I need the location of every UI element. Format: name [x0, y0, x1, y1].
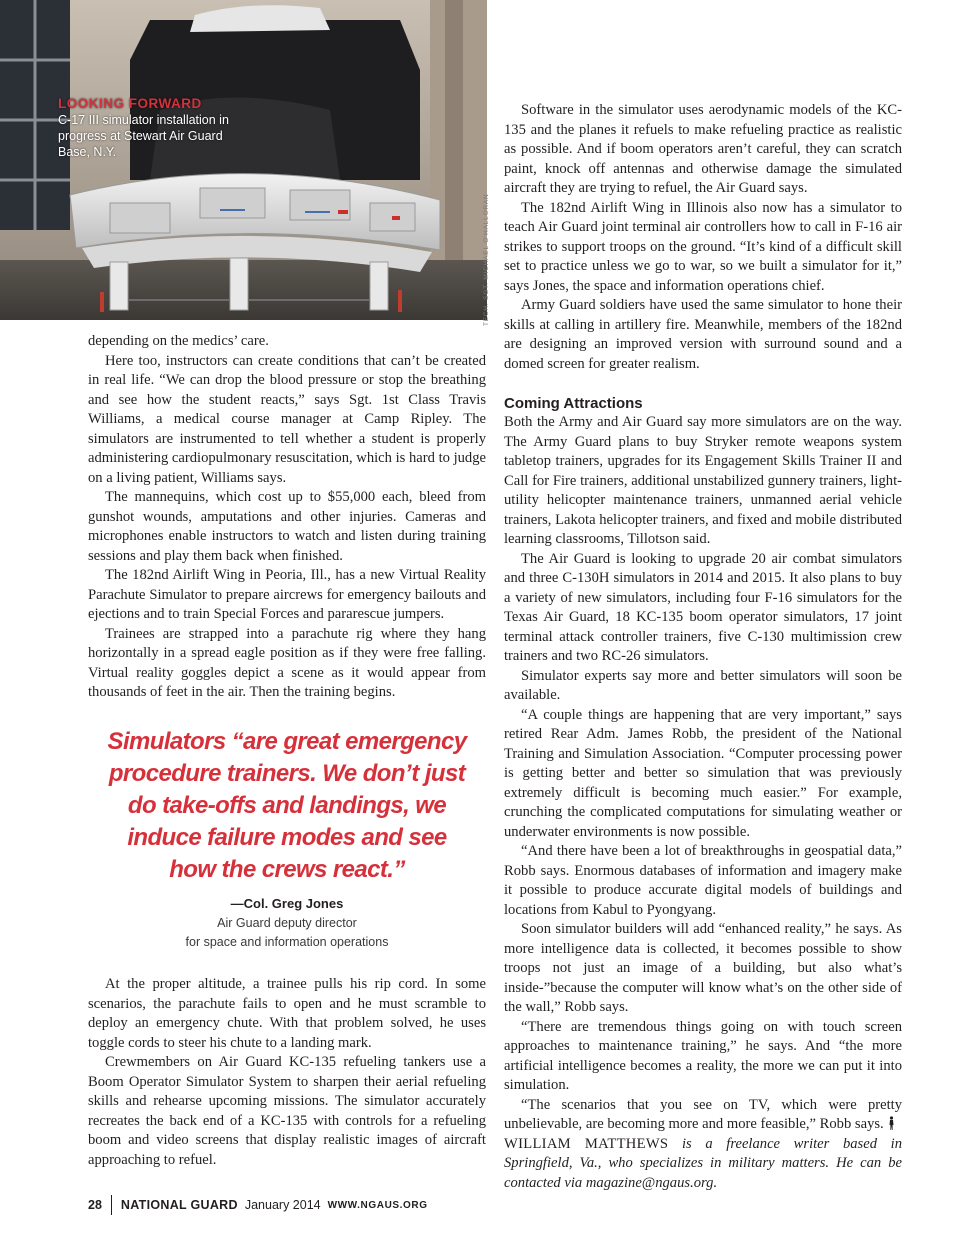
- pull-quote-role-line1: Air Guard deputy director: [217, 916, 357, 930]
- left-column-bottom: [88, 975, 486, 1170]
- paragraph: The 182nd Airlift Wing in Peoria, Ill., has a new Virtual Reality Parachute Simulator to prepare aircrews for emergency bailouts and ejections and to train Special Forces and pararescue jumpers.: [88, 567, 486, 622]
- pull-quote-role: [88, 914, 486, 952]
- pull-quote-attribution: —Col. Greg Jones: [230, 896, 344, 911]
- page-footer: [88, 1195, 428, 1215]
- author-bio-text: is a freelance writer based in Springfield, Va., who specializes in military matters. He can be contacted via magazine@ngaus.org.: [504, 1135, 902, 1191]
- pull-quote-text: Simulators “are great emergency procedure trainers. We don’t just do take-offs and landings, we induce failure modes and see how the crews react.”: [107, 728, 467, 883]
- paragraph: Here too, instructors can create conditions that can’t be created in real life. “We can drop the blood pressure or stop the breathing and see how the student reacts,” says Sgt. 1st Class Travis Williams, a medical course manager at Camp Ripley. The simulators are instrumented to tell whether a student is properly administering cardiopulmonary resuscitation, which is hard to judge on a living patient, Williams says.: [88, 352, 486, 486]
- paragraph: The Air Guard is looking to upgrade 20 air combat simulators and three C-130H simulators in 2014 and 2015. It also plans to buy a variety of new simulators, including four F-16 simulators for the Texas Air Guard, 18 KC-135 boom operator simulators, 17 joint terminal attack controller trainers, five C-130 multimission crew trainers and two RC-26 simulators.: [504, 550, 902, 664]
- simulator-illustration: [0, 0, 487, 320]
- paragraph: “There are tremendous things going on with touch screen approaches to maintenance training,” he says. And “the more artificial intelligence becomes a reality, the more we can put it into simulation.: [504, 1018, 902, 1093]
- paragraph: depending on the medics’ care.: [88, 333, 269, 349]
- paragraph: At the proper altitude, a trainee pulls his rip cord. In some scenarios, the parachute fails to open and he must scramble to deploy an emergency chute. With that problem solved, he uses toggle cords to steer his chute to a landing mark.: [88, 976, 486, 1051]
- paragraph: Simulator experts say more and better simulators will soon be available.: [504, 667, 902, 703]
- pull-quote: [88, 726, 486, 952]
- paragraph: Both the Army and Air Guard say more simulators are on the way. The Army Guard plans to buy Stryker remote weapons system tabletop trainers, upgrades for its Engagement Skills Trainer II and Call for Fire trainers, additional unstabilized gunnery trainers, light-utility helicopter maintenance trainers, unmanned aerial vehicle trainers, Lakota helicopter trainers, and fixed and mobile distributed learning classrooms, Tillotson said.: [504, 414, 902, 547]
- paragraph: “And there have been a lot of breakthroughs in geospatial data,” Robb says. Enormous databases of information and imagery make it possible to produce accurate digital models of buildings and locations from Kabul to Pyongyang.: [504, 843, 902, 918]
- simulator-photo: [0, 0, 487, 320]
- photo-credit: TECH. SGT. MICHAEL O'HALLORAN: [483, 193, 490, 326]
- author-name: WILLIAM MATTHEWS: [504, 1135, 669, 1152]
- paragraph-last-text: “The scenarios that you see on TV, which were pretty unbelievable, are becoming more and more feasible,” Robb says.: [504, 1096, 902, 1132]
- left-column-top: [88, 332, 486, 703]
- website-link[interactable]: WWW.NGAUS.ORG: [327, 1199, 428, 1211]
- paragraph: The 182nd Airlift Wing in Illinois also now has a simulator to teach Air Guard joint terminal air controllers how to call in F-16 air strikes to support troops on the ground. “It’s kind of a difficult skill set to practice unless we go to war, so we built a simulator for it,” says Jones, the space and information operations chief.: [504, 199, 902, 294]
- caption-text: C-17 III simulator installation in progress at Stewart Air Guard Base, N.Y.: [58, 113, 229, 159]
- page-number: 28: [88, 1198, 102, 1212]
- magazine-title: NATIONAL GUARD: [120, 1198, 238, 1212]
- photo-caption: [58, 96, 248, 160]
- issue-date: January 2014: [244, 1198, 321, 1212]
- paragraph: Trainees are strapped into a parachute rig where they hang horizontally in a spread eagle position as if they were free falling. Virtual reality goggles depict a scene as it would appear from thousands of feet in the air. Then the training begins.: [88, 625, 486, 700]
- paragraph: Software in the simulator uses aerodynamic models of the KC-135 and the planes it refuels to make refueling practice as realistic as possible. And if boom operators aren’t careful, they can scratch paint, knock off antennas and otherwise damage the simulated aircraft they are trying to refuel, the Air Guard says.: [504, 102, 902, 196]
- caption-kicker: LOOKING FORWARD: [58, 96, 202, 111]
- author-bio: [504, 1135, 902, 1194]
- right-column: [504, 101, 902, 1193]
- section-subhead: Coming Attractions: [504, 395, 643, 412]
- paragraph: Soon simulator builders will add “enhanced reality,” he says. As more intelligence data is collected, it becomes possible to show troops not just an image of a building, but also what’s inside-”because the computer will know what’s on the other side of the wall,” Robb says.: [504, 921, 902, 1015]
- paragraph-last: [504, 1096, 902, 1135]
- paragraph: “A couple things are happening that are very important,” says retired Rear Adm. James Robb, the president of the National Training and Simulation Association. “Computer processing power is getting better and better so simulation that was previously extremely difficult is becoming much easier.” For example, crunching the complicated computations for simulating weather or underwater environments is now possible.: [504, 706, 902, 840]
- paragraph: The mannequins, which cost up to $55,000 each, bleed from gunshot wounds, amputations and other injuries. Cameras and microphones enable instructors to watch and listen during training sessions and play them back when finished.: [88, 489, 486, 564]
- paragraph: Crewmembers on Air Guard KC-135 refueling tankers use a Boom Operator Simulator System to sharpen their aerial refueling skills and rehearse upcoming missions. The simulator accurately recreates the back end of a KC-135 with controls for a refueling boom and video screens that display realistic images of aircraft approaching to refuel.: [88, 1054, 486, 1168]
- soldier-endmark-icon: [888, 1116, 895, 1130]
- paragraph: Army Guard soldiers have used the same simulator to hone their skills at calling in artillery fire. Meanwhile, members of the 182nd are designing an improved version with surround sound and a domed screen for greater realism.: [504, 297, 902, 372]
- pull-quote-role-line2: for space and information operations: [185, 935, 389, 949]
- footer-divider: [111, 1195, 112, 1215]
